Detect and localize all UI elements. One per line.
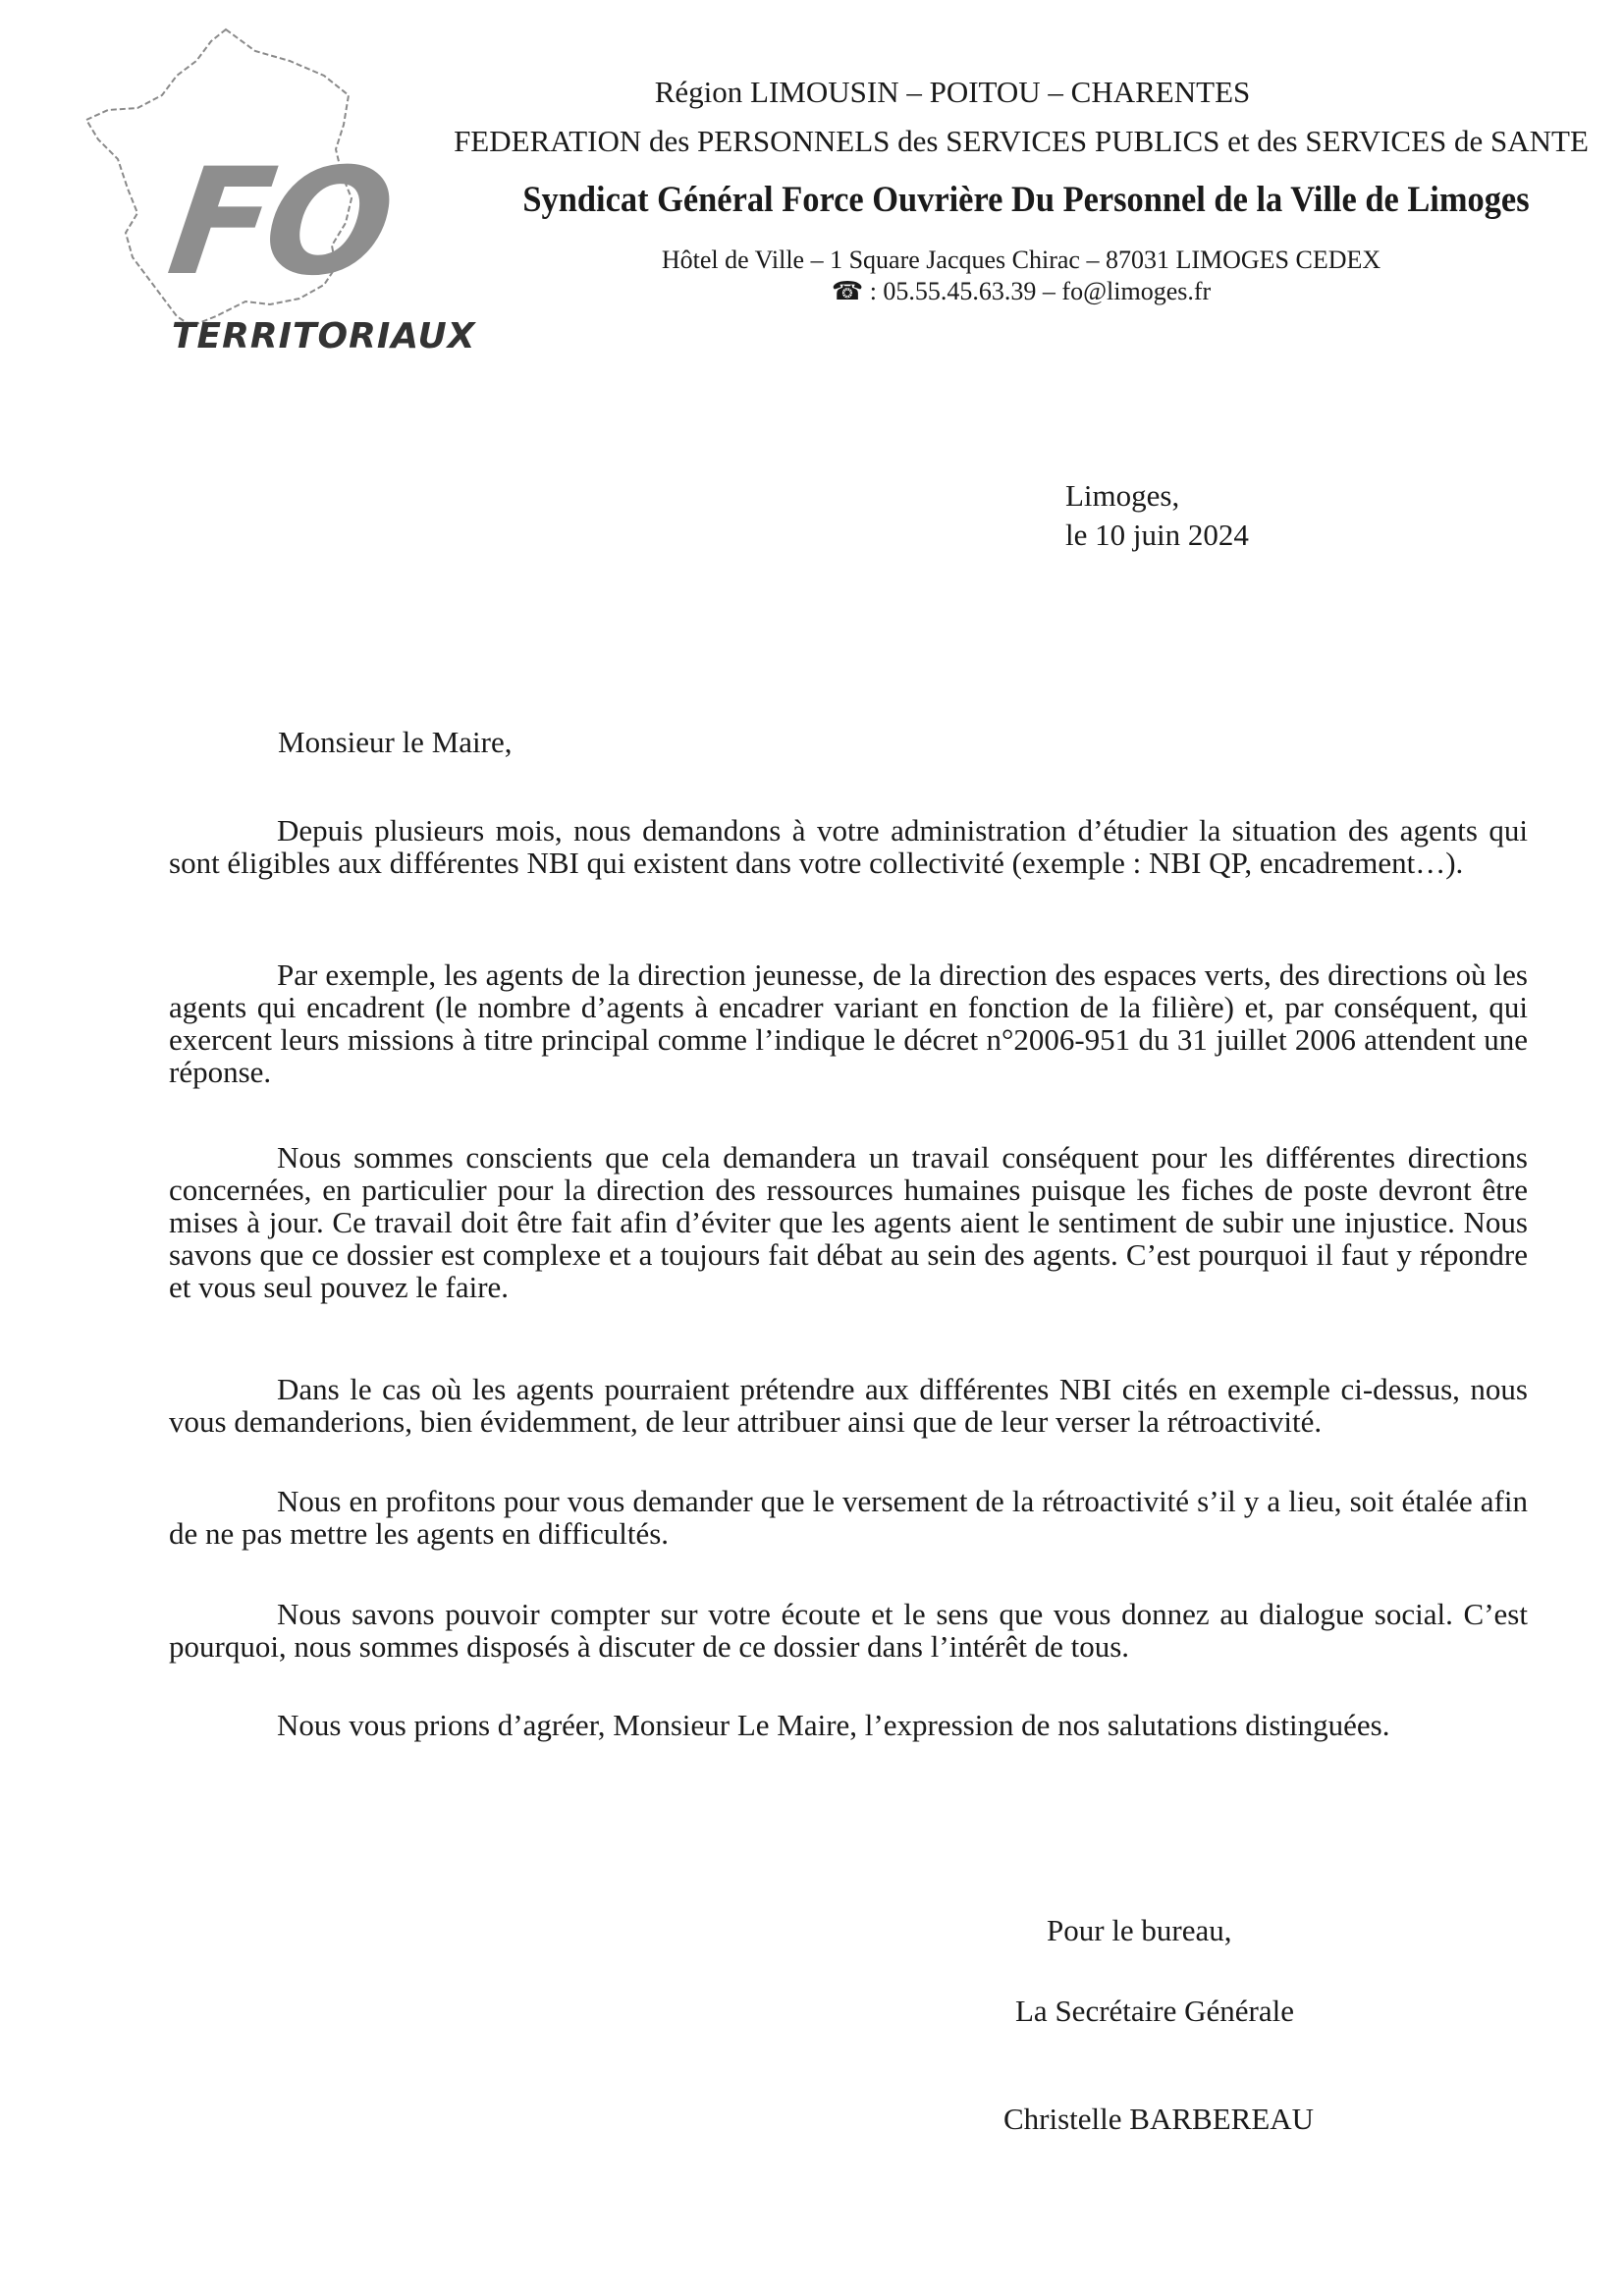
- paragraph-5: Nous en profitons pour vous demander que le versement de la rétroactivité s’il y a lieu, soit étalée afin de ne pas mettre les agents en difficultés.: [169, 1484, 1528, 1551]
- letter-city: Limoges,: [1065, 478, 1180, 513]
- header-syndicat: Syndicat Général Force Ouvrière Du Personnel de la Ville de Limoges: [522, 180, 1530, 220]
- signature-line-1: Pour le bureau,: [1047, 1913, 1232, 1947]
- header-federation: FEDERATION des PERSONNELS des SERVICES PUBLICS et des SERVICES de SANTE: [454, 124, 1589, 158]
- letter-date-block: [1065, 476, 1249, 555]
- header-region: Région LIMOUSIN – POITOU – CHARENTES: [654, 75, 1251, 109]
- salutation: Monsieur le Maire,: [278, 725, 513, 759]
- signature-name: Christelle BARBEREAU: [1003, 2102, 1315, 2136]
- fo-logo: [79, 22, 476, 375]
- paragraph-6: Nous savons pouvoir compter sur votre écoute et le sens que vous donnez au dialogue social. C’est pourquoi, nous sommes disposés à discuter de ce dossier dans l’intérêt de tous.: [169, 1597, 1528, 1664]
- signature-title: La Secrétaire Générale: [1015, 1994, 1294, 2028]
- logo-subtitle: TERRITORIAUX: [172, 316, 476, 356]
- paragraph-3: Nous sommes conscients que cela demandera un travail conséquent pour les différentes directions concernées, en particulier pour la direction des ressources humaines puisque les fiches de poste devront être mises à jour. Ce travail doit être fait afin d’éviter que les agents aient le sentiment de subir une injustice. Nous savons que ce dossier est complexe et a toujours fait débat au sein des agents. C’est pourquoi il faut y répondre et vous seul pouvez le faire.: [169, 1140, 1528, 1304]
- paragraph-4: Dans le cas où les agents pourraient prétendre aux différentes NBI cités en exemple ci-dessus, nous vous demanderions, bien évidemment, de leur attribuer ainsi que de leur verser la rétroactivité.: [169, 1372, 1528, 1439]
- telephone-icon: ☎: [831, 277, 864, 305]
- paragraph-1: Depuis plusieurs mois, nous demandons à votre administration d’étudier la situation des agents qui sont éligibles aux différentes NBI qui existent dans votre collectivité (exemple : NBI QP, encadrement…).: [169, 813, 1528, 880]
- paragraph-closing: Nous vous prions d’agréer, Monsieur Le Maire, l’expression de nos salutations distinguées.: [277, 1708, 1390, 1742]
- paragraph-2: Par exemple, les agents de la direction jeunesse, de la direction des espaces verts, des directions où les agents qui encadrent (le nombre d’agents à encadrer variant en fonction de la filière) et, par conséquent, qui exercent leurs missions à titre principal comme l’indique le décret n°2006-951 du 31 juillet 2006 attendent une réponse.: [169, 957, 1528, 1089]
- logo-brand: FO: [159, 137, 399, 308]
- header-contact: : 05.55.45.63.39 – fo@limoges.fr: [869, 277, 1212, 305]
- header-contact-line: [727, 277, 1316, 306]
- letter-date: le 10 juin 2024: [1065, 518, 1249, 552]
- header-address: Hôtel de Ville – 1 Square Jacques Chirac – 87031 LIMOGES CEDEX: [661, 246, 1381, 274]
